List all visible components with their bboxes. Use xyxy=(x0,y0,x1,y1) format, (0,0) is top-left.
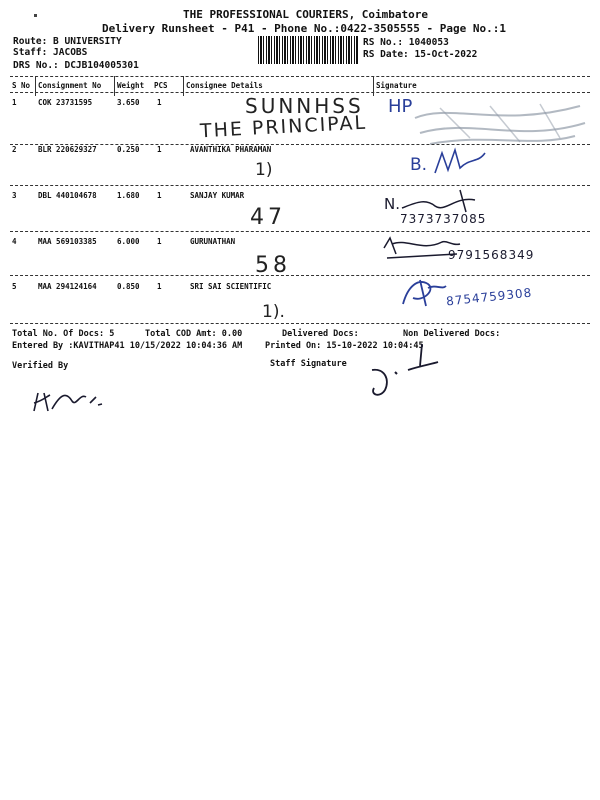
row-sno: 4 xyxy=(12,237,17,246)
school-seal-stamp xyxy=(410,98,590,150)
staff-signature-label: Staff Signature xyxy=(270,359,347,369)
handwritten-door-no: 58 xyxy=(255,253,291,278)
col-sep xyxy=(114,76,115,96)
row-sno: 1 xyxy=(12,98,17,107)
row-weight: 0.250 xyxy=(117,145,140,154)
drs-number: DRS No.: DCJB104005301 xyxy=(13,60,139,71)
handwritten-initials: HP xyxy=(388,96,413,117)
row-consignee: AVANTHIKA PHARAMAN xyxy=(190,145,272,154)
col-header-sno: S No xyxy=(12,81,31,90)
row-consignment: BLR 220629327 xyxy=(38,145,97,154)
row-pcs: 1 xyxy=(157,282,162,291)
handwritten-phone: 7373737085 xyxy=(400,212,487,226)
handwritten-phone: 9791568349 xyxy=(448,248,535,262)
row-rule xyxy=(10,275,590,276)
row-sno: 2 xyxy=(12,145,17,154)
handwritten-principal: THE PRINCIPAL xyxy=(199,111,368,143)
row-weight: 3.650 xyxy=(117,98,140,107)
row-consignment: MAA 569103385 xyxy=(38,237,97,246)
total-docs: Total No. Of Docs: 5 xyxy=(12,329,115,339)
table-bottom-rule xyxy=(10,323,590,324)
row-weight: 1.680 xyxy=(117,191,140,200)
row-pcs: 1 xyxy=(157,145,162,154)
row-consignee: GURUNATHAN xyxy=(190,237,236,246)
runsheet-title: Delivery Runsheet - P41 - Phone No.:0422-3505555 - Page No.:1 xyxy=(102,22,506,35)
col-header-pcs: PCS xyxy=(154,81,168,90)
printed-on: Printed On: 15-10-2022 10:04:45 xyxy=(265,341,424,351)
row-weight: 0.850 xyxy=(117,282,140,291)
row-rule xyxy=(10,144,590,145)
col-header-consignment: Consignment No xyxy=(38,81,102,90)
barcode-image xyxy=(258,36,358,64)
row-consignee: SANJAY KUMAR xyxy=(190,191,245,200)
col-header-consignee: Consignee Details xyxy=(186,81,263,90)
row-weight: 6.000 xyxy=(117,237,140,246)
handwritten-initial: N. xyxy=(384,195,400,213)
row-pcs: 1 xyxy=(157,237,162,246)
company-title: THE PROFESSIONAL COURIERS, Coimbatore xyxy=(183,8,429,21)
signature-stroke xyxy=(398,276,448,310)
scan-speck xyxy=(34,14,37,17)
entered-by: Entered By :KAVITHAP41 10/15/2022 10:04:36 AM xyxy=(12,341,243,351)
handwritten-school: SUNNHSS xyxy=(245,94,364,118)
col-header-signature: Signature xyxy=(376,81,417,90)
signature-stroke xyxy=(430,148,490,178)
handwritten-door-no: 47 xyxy=(250,205,286,230)
handwritten-door-no: 1) xyxy=(255,160,273,180)
col-sep xyxy=(373,76,374,96)
route-label: Route: B UNIVERSITY xyxy=(13,36,122,47)
row-rule xyxy=(10,231,590,232)
table-header-rule xyxy=(10,92,590,93)
staff-signature xyxy=(360,340,440,400)
verifier-signature xyxy=(30,385,105,415)
row-sno: 5 xyxy=(12,282,17,291)
row-consignment: DBL 440104678 xyxy=(38,191,97,200)
row-consignment: COK 23731595 xyxy=(38,98,93,107)
table-top-rule xyxy=(10,76,590,77)
verified-by-label: Verified By xyxy=(12,361,69,371)
rs-date: RS Date: 15-Oct-2022 xyxy=(363,49,478,60)
col-sep xyxy=(35,76,36,96)
delivered-docs: Delivered Docs: xyxy=(282,329,359,339)
col-sep xyxy=(183,76,184,96)
handwritten-phone: 8754759308 xyxy=(445,285,533,309)
staff-label: Staff: JACOBS xyxy=(13,47,88,58)
row-consignee: SRI SAI SCIENTIFIC xyxy=(190,282,272,291)
total-cod: Total COD Amt: 0.00 xyxy=(145,329,243,339)
row-pcs: 1 xyxy=(157,98,162,107)
col-header-weight: Weight xyxy=(117,81,145,90)
row-consignment: MAA 294124164 xyxy=(38,282,97,291)
handwritten-door-no: 1). xyxy=(262,302,285,322)
rs-number: RS No.: 1040053 xyxy=(363,37,449,48)
handwritten-initial: B. xyxy=(410,155,428,175)
row-rule xyxy=(10,185,590,186)
row-sno: 3 xyxy=(12,191,17,200)
row-pcs: 1 xyxy=(157,191,162,200)
non-delivered-docs: Non Delivered Docs: xyxy=(403,329,501,339)
